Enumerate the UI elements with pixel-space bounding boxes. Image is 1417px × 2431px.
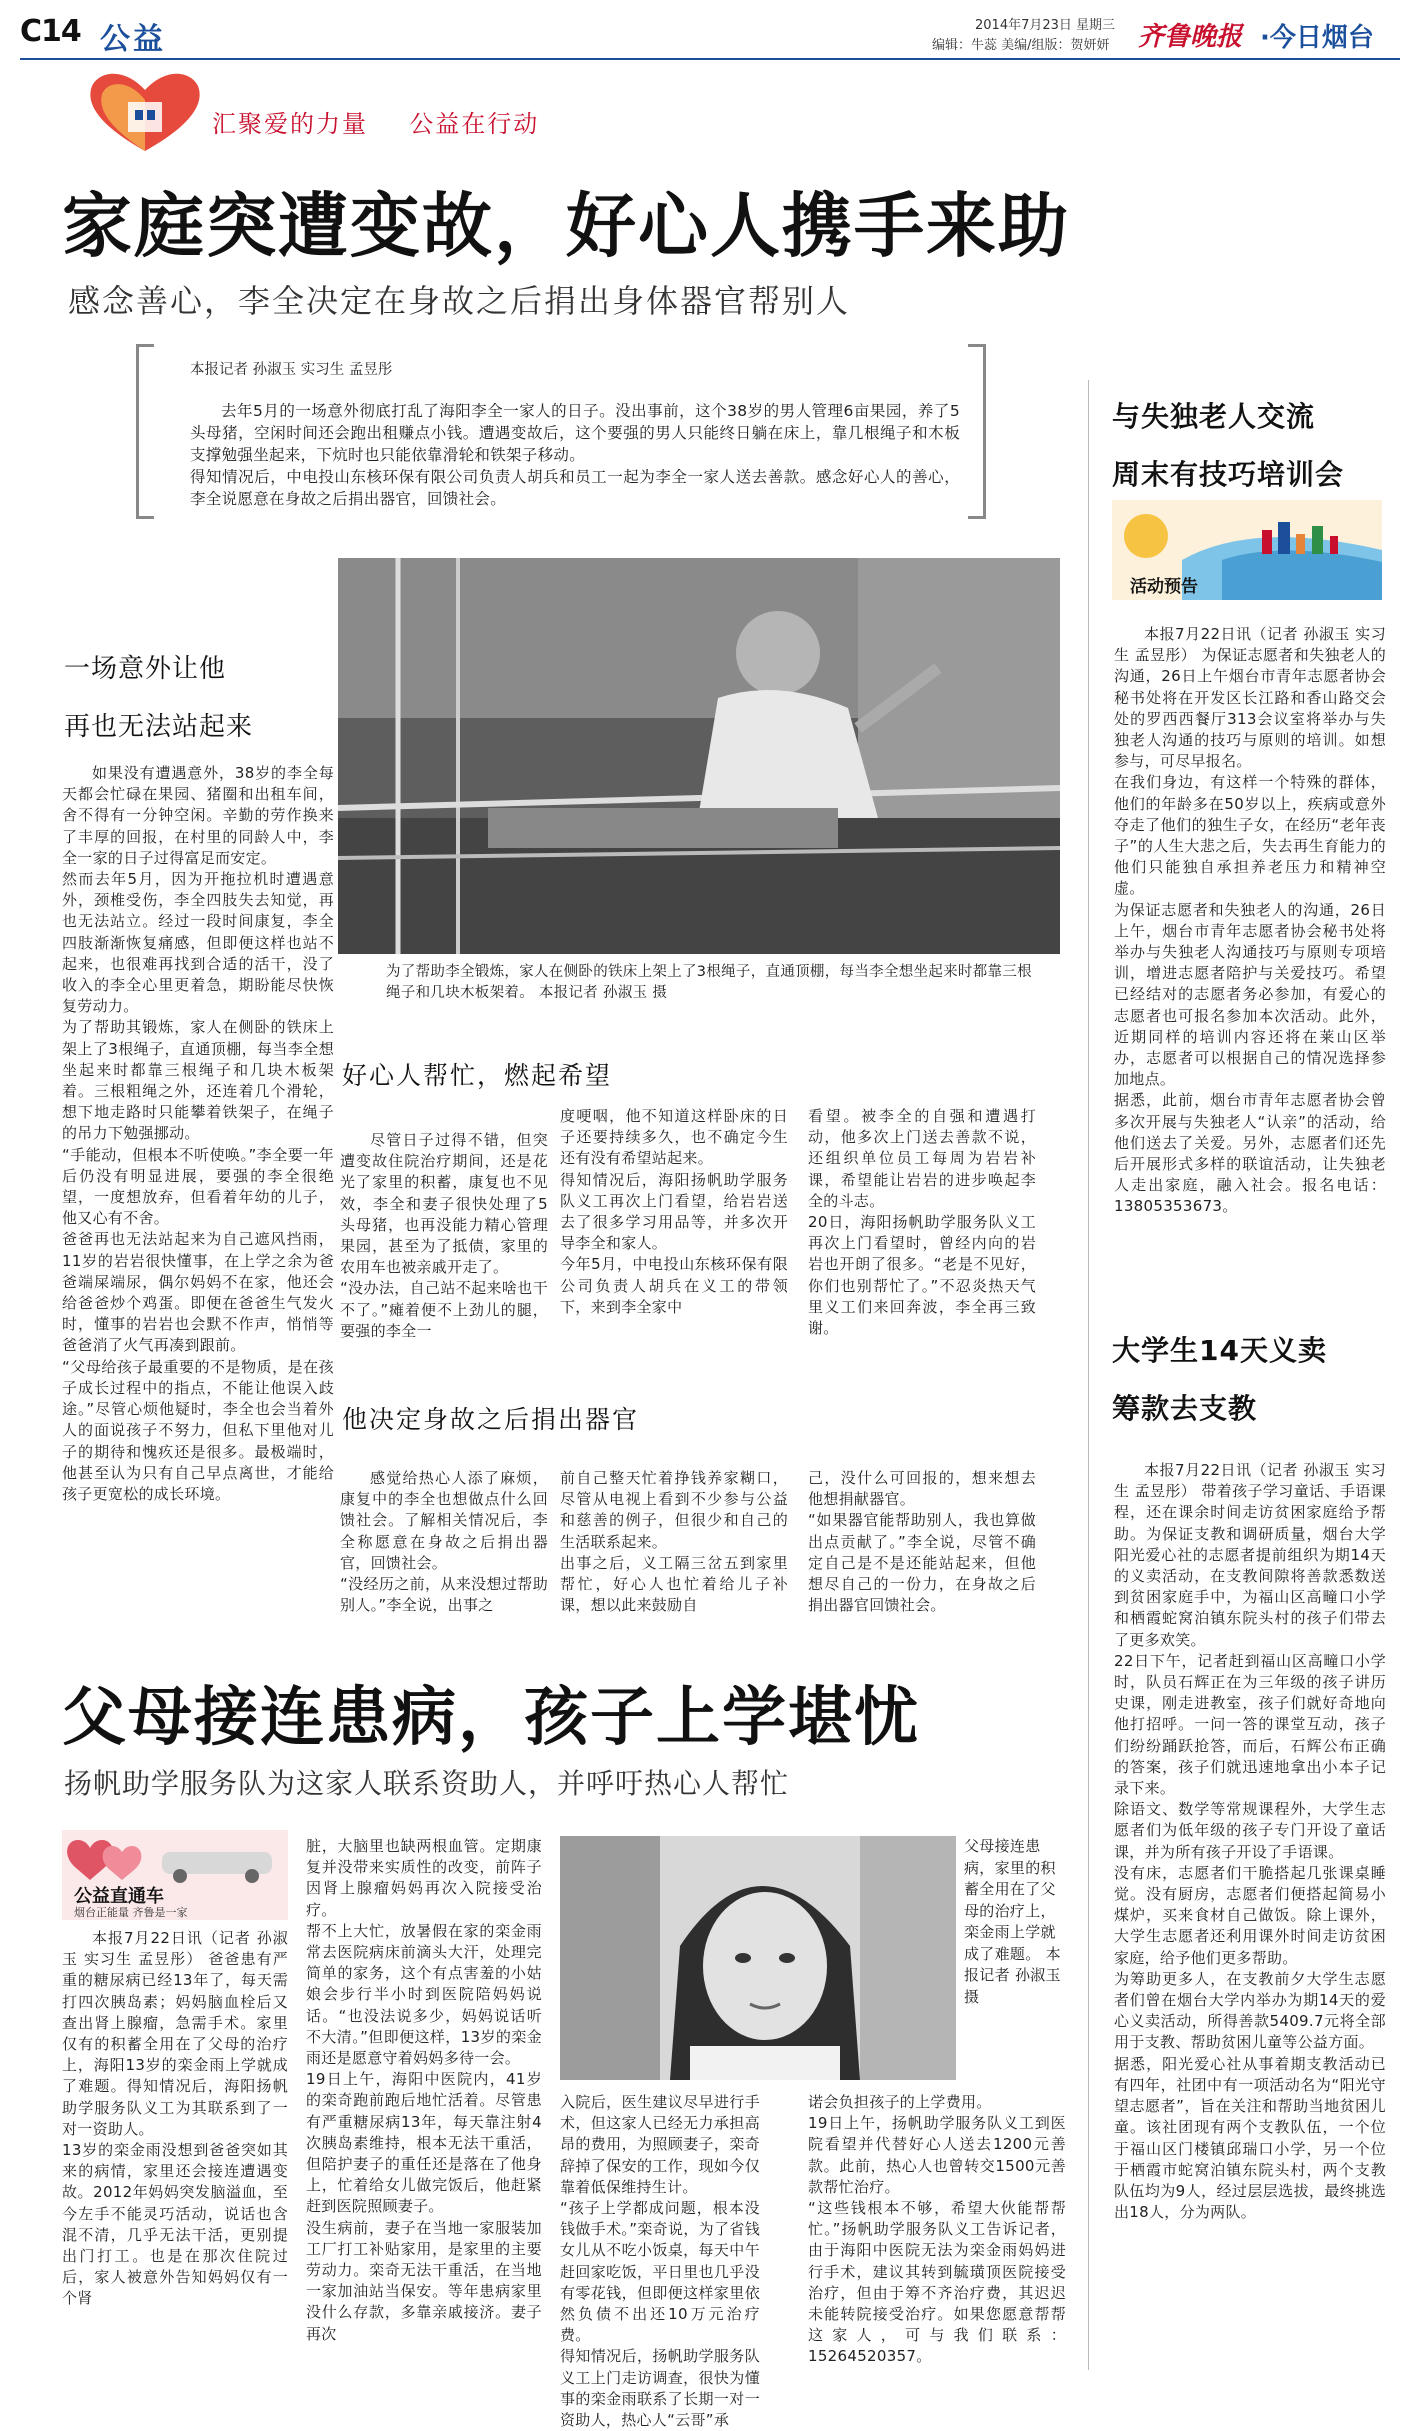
heart-logo-icon <box>80 66 210 156</box>
story2-label <box>62 1830 288 1920</box>
side2-headline-line-2: 筹款去支教 <box>1112 1392 1258 1425</box>
slogan-part-1: 汇聚爱的力量 <box>212 110 368 138</box>
story1-subhead-1 <box>64 640 253 756</box>
bracket-left <box>136 344 154 519</box>
story1-sec3-col1: 感觉给热心人添了麻烦，康复中的李全也想做点什么回馈社会。了解相关情况后，李全称愿意在身故之后捐出器官，回馈社会。 “没经历之前，从来没想过帮助别人。”李全说，出事之 <box>340 1469 548 1615</box>
story2-col2: 脏，大脑里也缺两根血管。定期康复并没带来实质性的改变，前阵子因肾上腺瘤妈妈再次入院接受治疗。 帮不上大忙，放暑假在家的栾金雨常去医院病床前滴头大汗，处理完简单的家务，这个有点害羞的小姑娘会步行半小时到医院陪妈妈说话。“也没法说多少，妈妈说话听不大清。”但即便这样，13岁的栾金雨还是愿意守着妈妈多待一会。 19日上午，海阳中医院内，41岁的栾奇跑前跑后地忙活着。尽管患有严重糖尿病13年，每天靠注射4次胰岛素维持，根本无法干重活，但陪护妻子的重任还是落在了他身上，忙着给女儿做完饭后，他赶紧赶到医院照顾妻子。 没生病前，妻子在当地一家服装加工厂打工补贴家用，是家里的主要劳动力。栾奇无法干重活，在当地一家加油站当保安。等年患病家里没什么存款，多靠亲戚接济。妻子再次 <box>306 1837 542 2343</box>
story1-col1: 如果没有遭遇意外，38岁的李全每天都会忙碌在果园、猪圈和出租车间，舍不得有一分钟空闲。辛勤的劳作换来了丰厚的回报，在村里的同龄人中，李全一家的日子过得富足而安定。 然而去年5月，因为开拖拉机时遭遇意外，颈椎受伤，李全四肢失去知觉，再也无法站立。经过一段时间康复，李全四肢渐渐恢复痛感，但即便这样也站不起来，也很难再找到合适的活干，没了收入的李全心里更着急，期盼能尽快恢复劳动力。 为了帮助其锻炼，家人在侧卧的铁床上架上了3根绳子，直通顶棚，每当李全想坐起来时都靠三根绳子和几块木板架着。三根粗绳之外，还连着几个滑轮，想下地走路时只能攀着铁架子，在绳子的吊力下勉强挪动。 “手能动，但根本不听使唤。”李全要一年后仍没有明显进展，要强的李全很绝望，一度想放弃，但看着年幼的儿子，他又心有不舍。 爸爸再也无法站起来为自己遮风挡雨，11岁的岩岩很快懂事，在上学之余为爸爸端屎端尿，偶尔妈妈不在家，他还会给爸爸炒个鸡蛋。即便在爸爸生气发火时，懂事的岩岩也会默不作声，悄悄等爸爸消了火气再凑到跟前。 “父母给孩子最重要的不是物质，是在孩子成长过程中的指点，不能让他误入歧途。”尽管心烦他疑时，李全也会当着外人的面说孩子不努力，但私下里他对儿子的期待和愧疚还是很多。最极端时，他甚至认为只有自己早点离世，才能给孩子更宽松的成长环境。 <box>62 764 334 1503</box>
story1-lead: 去年5月的一场意外彻底打乱了海阳李全一家人的日子。没出事前，这个38岁的男人管理6亩果园，养了5头母猪，空闲时间还会跑出租赚点小钱。遭遇变故后，这个要强的男人只能终日躺在床上，靠几根绳子和木板支撑勉强坐起来，下炕时也只能依靠滑轮和铁架子移动。 得知情况后，中电投山东核环保有限公司负责人胡兵和员工一起为李全一家人送去善款。感念好心人的善心，李全说愿意在身故之后捐出器官，回馈社会。 <box>190 402 960 508</box>
side1-banner <box>1112 500 1382 600</box>
masthead-sub: ·今日烟台 <box>1260 23 1374 53</box>
side1-text: 本报7月22日讯（记者 孙淑玉 实习生 孟昱彤） 为保证志愿者和失独老人的沟通，26日上午烟台市青年志愿者协会秘书处将在开发区长江路和香山路交会处的罗西西餐厅313会议室将举办与失独老人沟通的技巧与原则的培训。如想参与，可尽早报名。 在我们身边，有这样一个特殊的群体，他们的年龄多在50岁以上，疾病或意外夺走了他们的独生子女，在经历“老年丧子”的人生大悲之后，失去再生育能力的他们只能独自承担养老压力和精神空虚。 为保证志愿者和失独老人的沟通，26日上午，烟台市青年志愿者协会秘书处将举办与失独老人沟通技巧与原则专项培训，增进志愿者陪护与关爱技巧。希望已经结对的志愿者务必参加，有爱心的志愿者也可报名参加本次活动。此外，近期同样的培训内容还将在莱山区举办，志愿者可以根据自己的情况选择参加地点。 据悉，此前，烟台市青年志愿者协会曾多次开展与失独老人“认亲”的活动，给他们送去了关爱。另外，志愿者们还先后开展形式多样的联谊活动，让失独老人走出家庭，融入社会。报名电话：13805353673。 <box>1114 625 1386 1216</box>
side1-headline <box>1112 388 1402 504</box>
story2-col1: 本报7月22日讯（记者 孙淑玉 实习生 孟昱彤） 爸爸患有严重的糖尿病已经13年了，每天需打四次胰岛素；妈妈脑血栓后又查出肾上腺瘤，急需手术。家里仅有的积蓄全用在了父母的治疗上，海阳13岁的栾金雨上学就成了难题。得知情况后，海阳扬帆助学服务队义工为其联系到了一对一资助人。 13岁的栾金雨没想到爸爸突如其来的病情，家里还会接连遭遇变故。2012年妈妈突发脑溢血，至今左手不能灵巧活动，说话也含混不清，几乎无法干活，更别提出门打工。也是在那次住院过后，家人被意外告知妈妈仅有一个肾 <box>62 1929 288 2308</box>
story1-sec2-col3: 看望。被李全的自强和遭遇打动，他多次上门送去善款不说，还组织单位员工每周为岩岩补课，希望能让岩岩的进步唤起李全的斗志。 20日，海阳扬帆助学服务队义工再次上门看望时，曾经内向的岩岩也开朗了很多。“老是不见好，你们也别帮忙了。”不忍炎热天气里义工们来回奔波，李全再三致谢。 <box>808 1107 1036 1338</box>
column-divider <box>1088 380 1089 2370</box>
story2-col4: 诺会负担孩子的上学费用。 19日上午，扬帆助学服务队义工到医院看望并代替好心人送去1200元善款。此前，热心人也曾转交1500元善款帮忙治疗。 “这些钱根本不够，希望大伙能帮帮忙。”扬帆助学服务队义工告诉记者，由于海阳中医院无法为栾金雨妈妈进行手术，建议其转到毓璜顶医院接受治疗，但由于筹不齐治疗费，其迟迟未能转院接受治疗。如果您愿意帮帮这家人，可与我们联系：15264520357。 <box>808 2093 1066 2366</box>
date-line: 2014年7月23日 星期三 <box>975 18 1116 33</box>
side2-headline <box>1112 1322 1402 1438</box>
subhead-line-2: 再也无法站起来 <box>64 712 254 742</box>
story1-subhead-3: 他决定身故之后捐出器官 <box>342 1405 640 1434</box>
side1-banner-label: 活动预告 <box>1130 577 1198 597</box>
story1-sec3-col2: 前自己整天忙着挣钱养家糊口，尽管从电视上看到不少参与公益和慈善的例子，但很少和自己的生活联系起来。 出事之后，义工隔三岔五到家里帮忙，好心人也忙着给儿子补课，想以此来鼓励自 <box>560 1469 788 1615</box>
story2-label-title: 公益直通车 <box>74 1886 164 1907</box>
header-rule <box>20 58 1400 60</box>
story2-photo-caption: 父母接连患病，家里的积蓄全用在了父母的治疗上，栾金雨上学就成了难题。 本报记者 孙淑玉 摄 <box>964 1837 1061 2006</box>
subhead-line-1: 一场意外让他 <box>64 654 227 684</box>
masthead <box>1138 16 1242 53</box>
story1-deck: 感念善心，李全决定在身故之后捐出身体器官帮别人 <box>68 282 851 320</box>
story1-photo <box>338 558 1060 954</box>
slogan-part-2: 公益在行动 <box>409 110 540 138</box>
masthead-title: 齐鲁晚报 <box>1138 22 1243 52</box>
story2-col3: 入院后，医生建议尽早进行手术，但这家人已经无力承担高昂的费用，为照顾妻子，栾奇辞掉了保安的工作，现如今仅靠着低保维持生计。 “孩子上学都成问题，根本没钱做手术。”栾奇说，为了省钱女儿从不吃小饭桌，每天中午赶回家吃饭，平日里也几乎没有零花钱，但即便这样家里依然负债不出还10万元治疗费。 得知情况后，扬帆助学服务队义工上门走访调查，很快为懂事的栾金雨联系了长期一对一资助人，热心人“云哥”承 <box>560 2093 760 2430</box>
side2-headline-line-1: 大学生14天义卖 <box>1112 1334 1327 1367</box>
editor-line: 编辑：牛蕊 美编/组版：贺妍妍 <box>932 38 1110 53</box>
story1-photo-caption: 为了帮助李全锻炼，家人在侧卧的铁床上架上了3根绳子，直通顶棚，每当李全想坐起来时都靠三根绳子和几块木板架着。 本报记者 孙淑玉 摄 <box>386 964 1032 1001</box>
story1-subhead-2: 好心人帮忙，燃起希望 <box>342 1061 613 1090</box>
story1-byline: 本报记者 孙淑玉 实习生 孟昱彤 <box>190 362 393 378</box>
page-header <box>0 0 1417 62</box>
story2-deck: 扬帆助学服务队为这家人联系资助人，并呼吁热心人帮忙 <box>64 1767 790 1800</box>
bracket-right <box>968 344 986 519</box>
section-name: 公益 <box>100 22 166 57</box>
story1-sec3-col3: 己，没什么可回报的，想来想去他想捐献器官。 “如果器官能帮助别人，我也算做出点贡献了。”李全说，尽管不确定自己是不是还能站起来，但他想尽自己的一份力，在身故之后捐出器官回馈社会。 <box>808 1469 1036 1615</box>
story1-sec2-col1: 尽管日子过得不错，但突遭变故住院治疗期间，还是花光了家里的积蓄，康复也不见效，李全和妻子很快处理了5头母猪，也再没能力精心管理果园，甚至为了抵债，家里的农用车也被亲戚开走了。 “没办法，自己站不起来啥也干不了。”瘫着便不上劲儿的腿，要强的李全一 <box>340 1131 548 1340</box>
side1-headline-line-1: 与失独老人交流 <box>1112 400 1316 433</box>
story2-photo <box>560 1836 956 2080</box>
story1-headline: 家庭突遭变故，好心人携手来助 <box>62 185 1070 267</box>
slogan <box>212 104 539 139</box>
lead-box <box>136 344 986 524</box>
story2-label-sub: 烟台正能量 齐鲁是一家 <box>74 1906 188 1919</box>
side1-headline-line-2: 周末有技巧培训会 <box>1112 458 1345 491</box>
story1-sec2-col2: 度哽咽，他不知道这样卧床的日子还要持续多久，也不确定今生还有没有希望站起来。 得知情况后，海阳扬帆助学服务队义工再次上门看望，给岩岩送去了很多学习用品等，并多次开导李全和家人。 今年5月，中电投山东核环保有限公司负责人胡兵在义工的带领下，来到李全家中 <box>560 1107 788 1316</box>
page-number: C14 <box>20 14 81 49</box>
story2-headline: 父母接连患病，孩子上学堪忧 <box>62 1681 920 1755</box>
side2-text: 本报7月22日讯（记者 孙淑玉 实习生 孟昱彤） 带着孩子学习童话、手语课程，还在课余时间走访贫困家庭给予帮助。为保证支教和调研质量，烟台大学阳光爱心社的志愿者提前组织为期14天的义卖活动，在支教间隙将善款悉数送到贫困家庭手中，为福山区高疃口小学和栖霞蛇窝泊镇东院头村的孩子们带去了更多欢笑。 22日下午，记者赶到福山区高疃口小学时，队员石辉正在为三年级的孩子讲历史课，刚走进教室，孩子们就好奇地向他打招呼。一问一答的课堂互动，孩子们纷纷踊跃抢答，而后，石辉公布正确的答案，孩子们就迅速地拿出小本子记录下来。 除语文、数学等常规课程外，大学生志愿者们为低年级的孩子专门开设了童话课，并为所有孩子开设了手语课。 没有床，志愿者们干脆搭起几张课桌睡觉。没有厨房，志愿者们便搭起简易小煤炉，买来食材自己做饭。除上课外，大学生志愿者还利用课外时间走访贫困家庭，给予他们更多帮助。 为筹助更多人，在支教前夕大学生志愿者们曾在烟台大学内举办为期14天的爱心义卖活动，所得善款5409.7元将全部用于支教、帮助贫困儿童等公益方面。 据悉，阳光爱心社从事着期支教活动已有四年，社团中有一项活动名为“阳光守望志愿者”，旨在关注和帮助当地贫困儿童。该社团现有两个支教队伍，一个位于福山区门楼镇邱瑞口小学，另一个位于栖霞市蛇窝泊镇东院头村，两个支教队伍均为9人，经过层层选拔，最终挑选出18人，分为两队。 <box>1114 1461 1386 2222</box>
